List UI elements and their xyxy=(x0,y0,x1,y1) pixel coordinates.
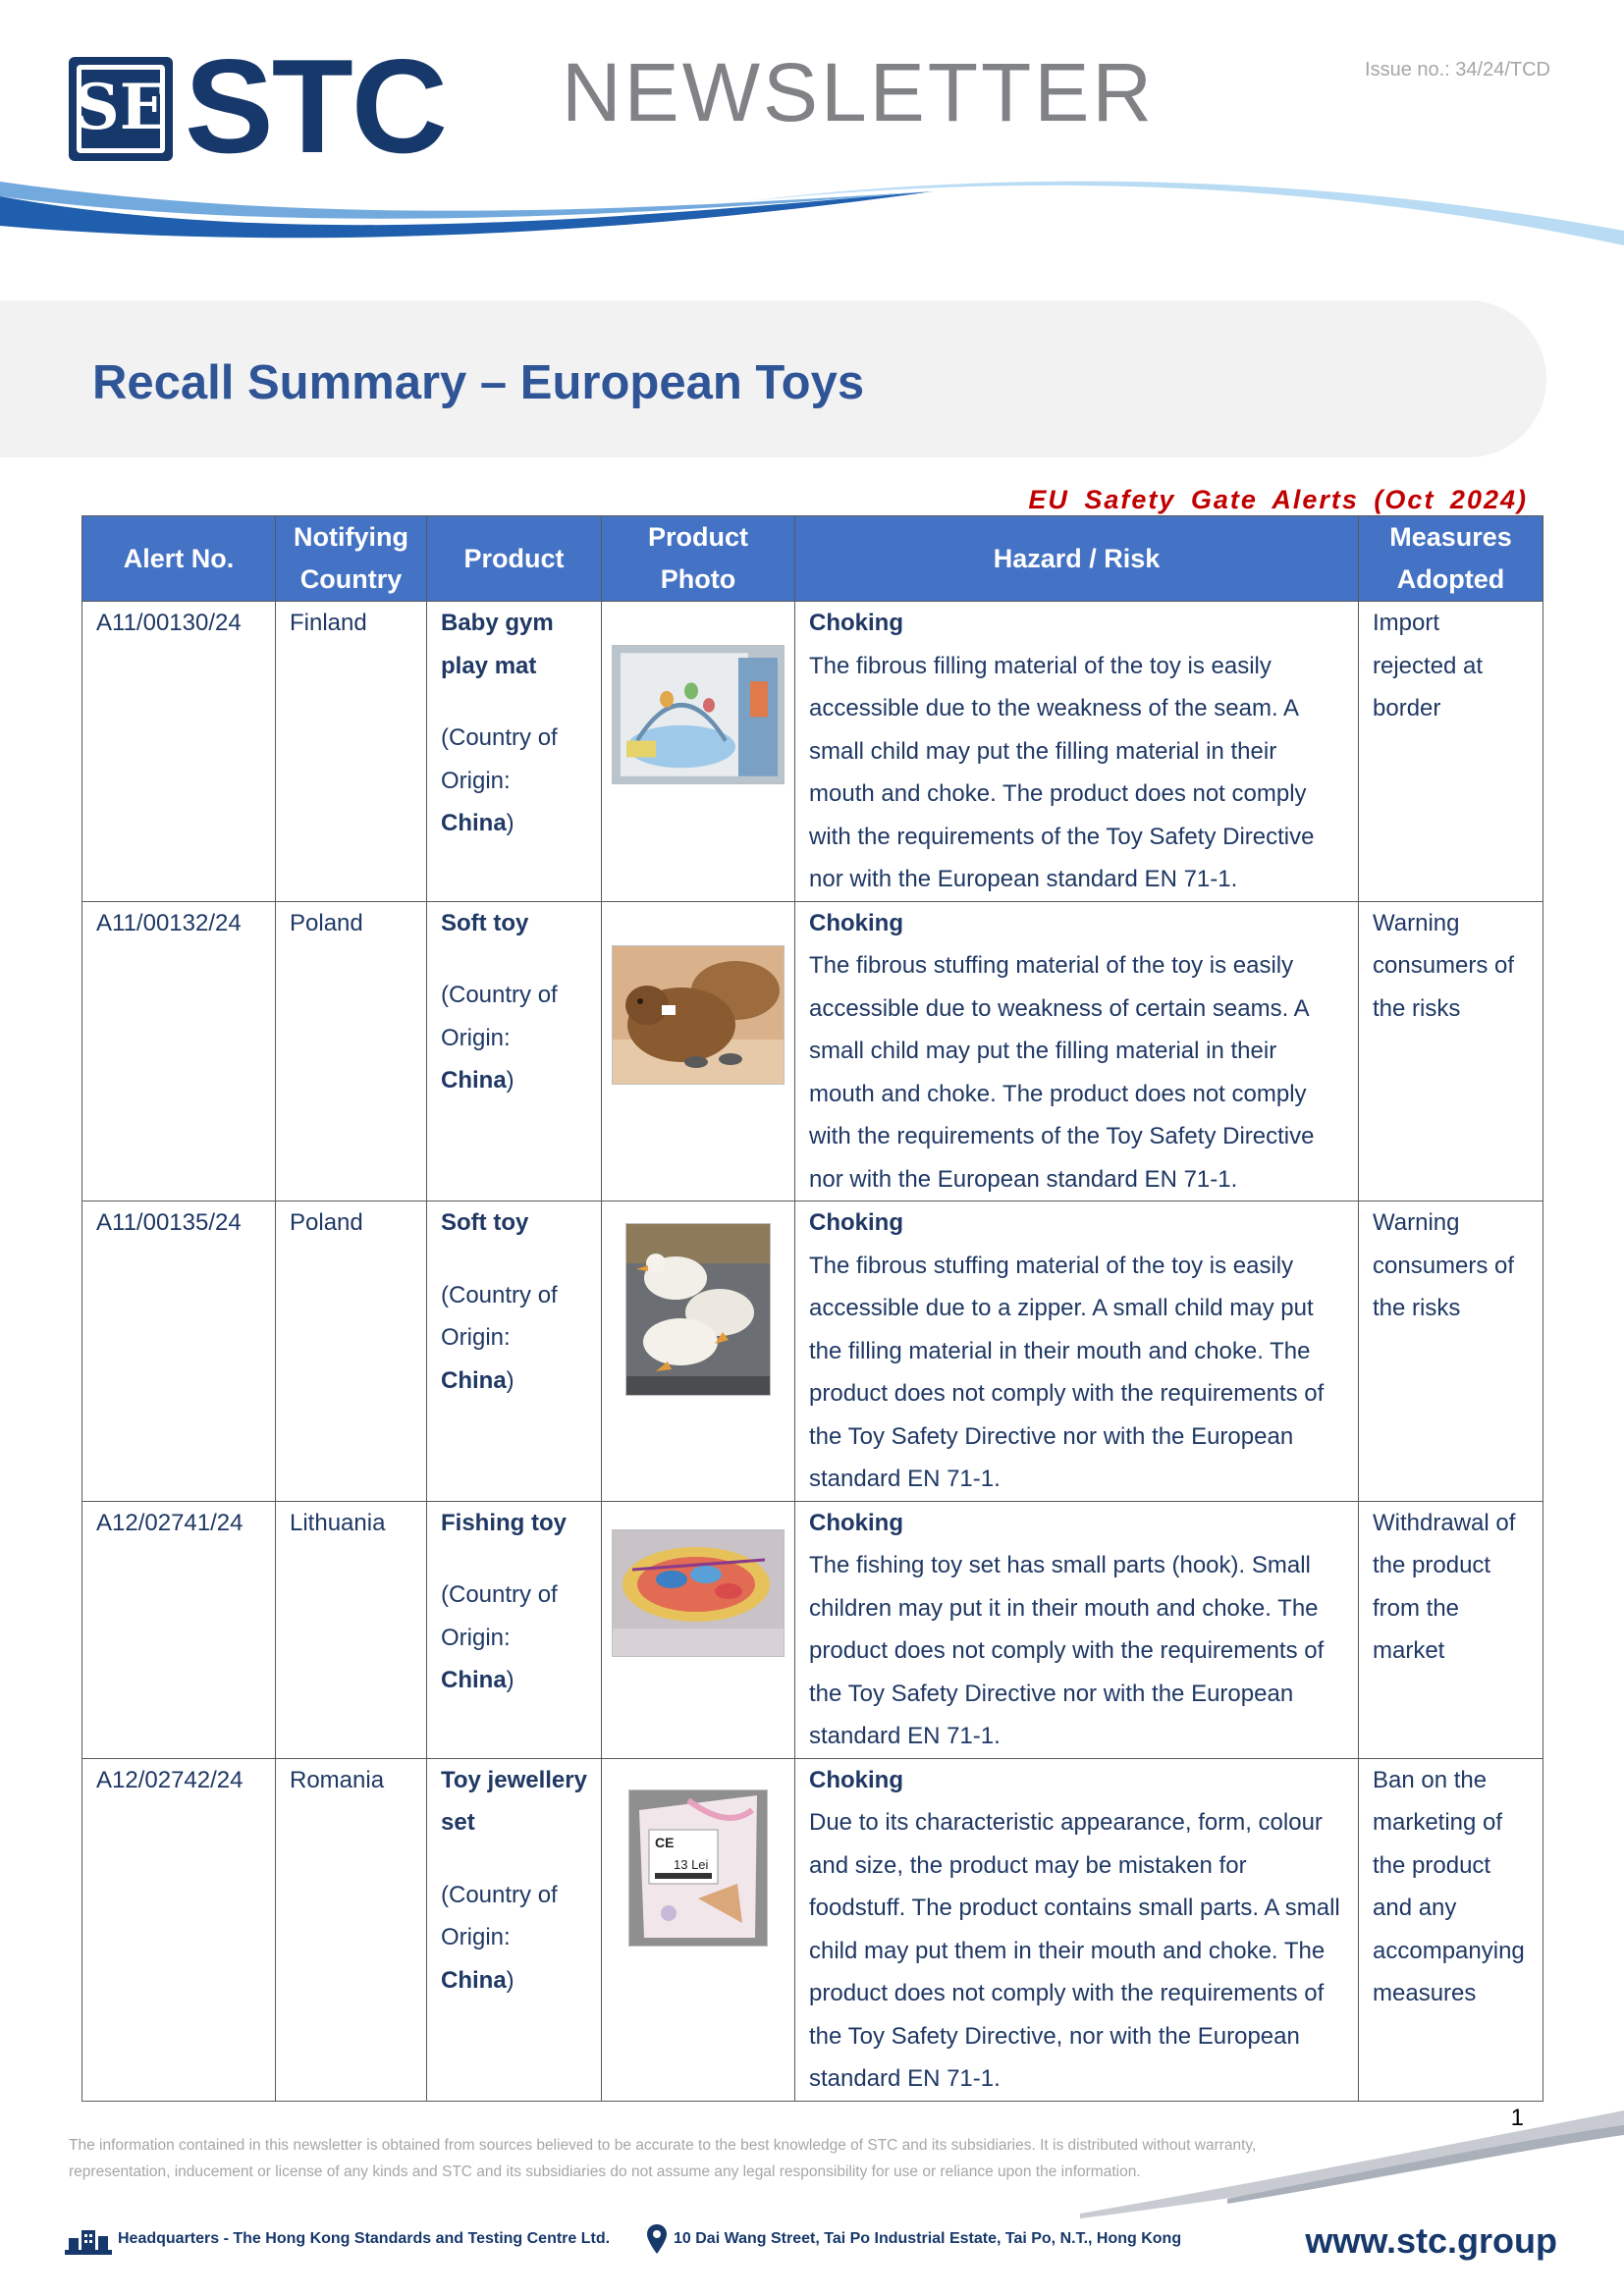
hazard-description: The fibrous stuffing material of the toy is easily accessible due to a zipper. A small child may put the filling material in their mouth and choke. The product does not comply with the requirements of the Toy Safety Directive nor with the European standard EN 71-1. xyxy=(809,1252,1325,1492)
table-row xyxy=(82,901,1543,1201)
building-icon xyxy=(65,2226,112,2256)
table-row xyxy=(82,1201,1543,1502)
product-photo-cell xyxy=(602,602,795,902)
header-product-photo: Product Photo xyxy=(602,516,795,602)
product-cell xyxy=(427,1201,602,1502)
product-name: Baby gym play mat xyxy=(441,610,554,679)
product-name: Toy jewellery set xyxy=(441,1766,587,1836)
hazard-cell xyxy=(795,602,1359,902)
page-title: Recall Summary – European Toys xyxy=(92,356,865,409)
table-header-row xyxy=(82,516,1543,602)
product-photo-fishing-toy xyxy=(612,1529,785,1657)
product-photo-jewellery-set xyxy=(628,1789,768,1947)
header-alert-no: Alert No. xyxy=(82,516,276,602)
product-photo-soft-toy-goose xyxy=(625,1223,771,1396)
table-row xyxy=(82,1501,1543,1758)
notifying-country: Poland xyxy=(276,901,427,1201)
product-name: Fishing toy xyxy=(441,1509,567,1536)
recall-table xyxy=(81,515,1543,2102)
product-cell xyxy=(427,901,602,1201)
stc-logo-text: STC xyxy=(185,31,446,181)
product-photo-cell xyxy=(602,1758,795,2101)
hazard-description: Due to its characteristic appearance, form, colour and size, the product may be mistaken for foodstuff. The product contains small parts. A small child may put them in their mouth and choke. The product does not comply with the requirements of the Toy Safety Directive, nor with the European standard EN 71-1. xyxy=(809,1809,1340,2092)
country-of-origin: (Country of Origin: China) xyxy=(441,1281,558,1394)
header-hazard-risk: Hazard / Risk xyxy=(795,516,1359,602)
notifying-country: Romania xyxy=(276,1758,427,2101)
location-pin-icon xyxy=(647,2224,667,2254)
header-swoosh xyxy=(0,177,1624,265)
headquarters-text: Headquarters - The Hong Kong Standards and Testing Centre Ltd. xyxy=(118,2230,611,2247)
stc-logo-mark xyxy=(69,57,173,161)
product-name: Soft toy xyxy=(441,1209,529,1236)
hazard-description: The fishing toy set has small parts (hook). Small children may put it in their mouth and choke. The product does not comply with the requirements of the Toy Safety Directive nor with the European standard EN 71-1. xyxy=(809,1552,1325,1749)
newsletter-heading: NEWSLETTER xyxy=(562,46,1156,138)
page-number: 1 xyxy=(1510,2105,1524,2131)
product-photo-cell xyxy=(602,1201,795,1502)
table-row xyxy=(82,602,1543,902)
alert-number: A12/02742/24 xyxy=(82,1758,276,2101)
hazard-cell xyxy=(795,1501,1359,1758)
alert-number: A11/00135/24 xyxy=(82,1201,276,1502)
hazard-title: Choking xyxy=(809,909,903,936)
disclaimer: The information contained in this newsletter is obtained from sources believed to be accurate to the best knowledge of STC and its subsidiaries. It is distributed without warranty, representation, inducement or license of any kinds and STC and its subsidiaries do not assume any legal responsibility for use or reliance upon the information. xyxy=(69,2137,1257,2180)
country-of-origin: (Country of Origin: China) xyxy=(441,982,558,1094)
footer-bar xyxy=(65,2220,1557,2260)
country-of-origin: (Country of Origin: China) xyxy=(441,1881,558,1994)
product-photo-soft-toy-brown xyxy=(612,945,785,1085)
website-link[interactable]: www.stc.group xyxy=(1305,2220,1557,2261)
product-photo-baby-gym xyxy=(612,645,785,784)
header-notifying-country: Notifying Country xyxy=(276,516,427,602)
ce-mark: CE xyxy=(655,1835,675,1851)
product-cell xyxy=(427,1501,602,1758)
hazard-cell xyxy=(795,1201,1359,1502)
product-name: Soft toy xyxy=(441,909,529,936)
measures-adopted: Warning consumers of the risks xyxy=(1359,901,1543,1201)
hazard-description: The fibrous stuffing material of the toy is easily accessible due to weakness of certain seams. A small child may put the filling material in their mouth and choke. The product does not comply with the requirements of the Toy Safety Directive nor with the European standard EN 71-1. xyxy=(809,952,1315,1193)
table-row xyxy=(82,1758,1543,2101)
alerts-label: EU Safety Gate Alerts (Oct 2024) xyxy=(1028,485,1528,514)
hazard-title: Choking xyxy=(809,610,903,636)
alert-number: A12/02741/24 xyxy=(82,1501,276,1758)
logo-glyph: SE xyxy=(74,71,168,144)
product-photo-cell xyxy=(602,901,795,1201)
hazard-description: The fibrous filling material of the toy is easily accessible due to the weakness of the seam. A small child may put the filling material in their mouth and choke. The product does not comply with the requirements of the Toy Safety Directive nor with the European standard EN 71-1. xyxy=(809,652,1315,892)
header-measures-adopted: Measures Adopted xyxy=(1359,516,1543,602)
notifying-country: Finland xyxy=(276,602,427,902)
notifying-country: Lithuania xyxy=(276,1501,427,1758)
alert-number: A11/00130/24 xyxy=(82,602,276,902)
measures-adopted: Import rejected at border xyxy=(1359,602,1543,902)
product-photo-cell xyxy=(602,1501,795,1758)
price-tag: 13 Lei xyxy=(674,1857,709,1873)
country-of-origin: (Country of Origin: China) xyxy=(441,724,558,836)
product-cell xyxy=(427,602,602,902)
hazard-title: Choking xyxy=(809,1766,903,1793)
product-cell xyxy=(427,1758,602,2101)
measures-adopted: Warning consumers of the risks xyxy=(1359,1201,1543,1502)
measures-adopted: Withdrawal of the product from the market xyxy=(1359,1501,1543,1758)
issue-number: Issue no.: 34/24/TCD xyxy=(1365,59,1550,80)
notifying-country: Poland xyxy=(276,1201,427,1502)
hazard-title: Choking xyxy=(809,1509,903,1536)
hazard-cell xyxy=(795,901,1359,1201)
alert-number: A11/00132/24 xyxy=(82,901,276,1201)
header-product: Product xyxy=(427,516,602,602)
hazard-cell xyxy=(795,1758,1359,2101)
address-text: 10 Dai Wang Street, Tai Po Industrial Estate, Tai Po, N.T., Hong Kong xyxy=(674,2230,1182,2247)
hazard-title: Choking xyxy=(809,1209,903,1236)
measures-adopted: Ban on the marketing of the product and any accompanying measures xyxy=(1359,1758,1543,2101)
country-of-origin: (Country of Origin: China) xyxy=(441,1581,558,1693)
